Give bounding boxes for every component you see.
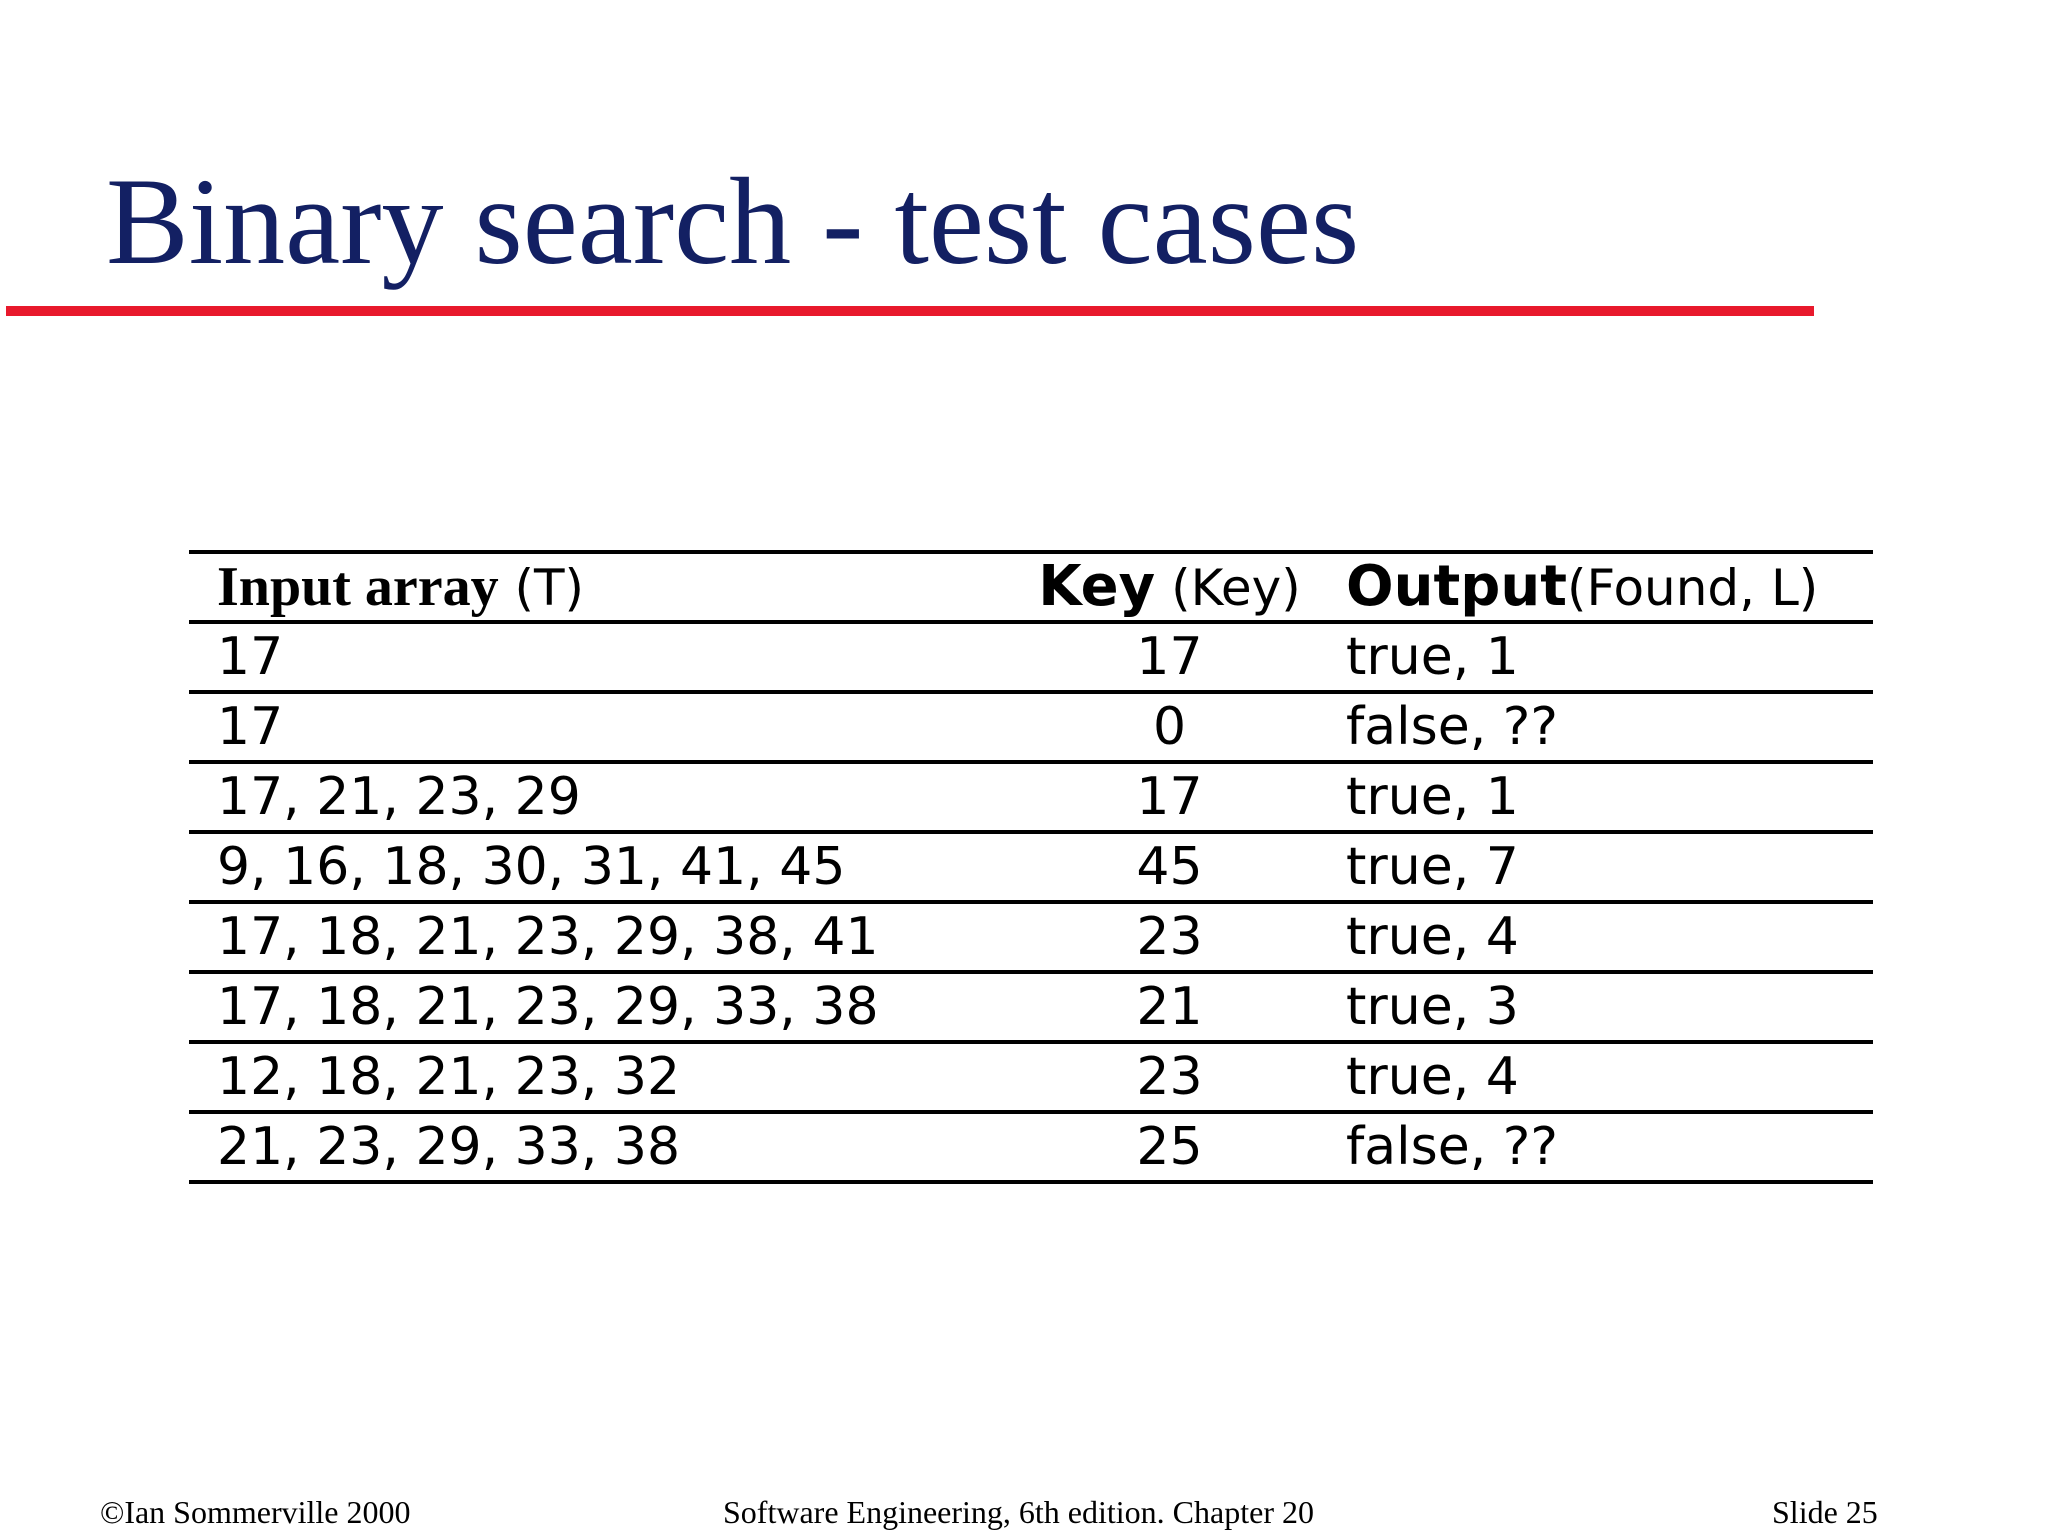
- test-cases-table: [189, 550, 1873, 1184]
- cell-key: 23: [1136, 907, 1203, 967]
- header-key-note: (Key): [1155, 559, 1301, 617]
- slide-title: Binary search - test cases: [106, 153, 1360, 290]
- table-row: [189, 622, 1873, 692]
- header-output: [1332, 552, 1873, 622]
- cell-input-array: 17, 18, 21, 23, 29, 38, 41: [217, 907, 879, 967]
- cell-key: 17: [1136, 767, 1203, 827]
- cell-input-array: 17, 18, 21, 23, 29, 33, 38: [217, 977, 879, 1037]
- table-row: [189, 762, 1873, 832]
- cell-output: true, 4: [1346, 907, 1519, 967]
- table-row: [189, 1042, 1873, 1112]
- cell-key: 0: [1152, 697, 1187, 757]
- cell-key: 17: [1136, 627, 1203, 687]
- cell-output: true, 7: [1346, 837, 1519, 897]
- cell-input-array: 12, 18, 21, 23, 32: [217, 1047, 681, 1107]
- table-row: [189, 1112, 1873, 1182]
- cell-key: 45: [1136, 837, 1203, 897]
- footer-book-title: Software Engineering, 6th edition. Chapter 20: [723, 1494, 1314, 1530]
- cell-output: false, ??: [1346, 697, 1558, 757]
- table-row: [189, 902, 1873, 972]
- header-input-label: Input array: [217, 556, 499, 618]
- cell-output: true, 1: [1346, 767, 1519, 827]
- header-input-array: [189, 552, 1007, 622]
- cell-output: true, 1: [1346, 627, 1519, 687]
- header-key-label: Key: [1038, 554, 1156, 619]
- cell-key: 21: [1136, 977, 1203, 1037]
- cell-input-array: 21, 23, 29, 33, 38: [217, 1117, 681, 1177]
- table-row: [189, 692, 1873, 762]
- footer-copyright: ©Ian Sommerville 2000: [100, 1494, 411, 1530]
- table-row: [189, 972, 1873, 1042]
- header-input-note: (T): [498, 559, 585, 617]
- cell-output: false, ??: [1346, 1117, 1558, 1177]
- table-header-row: [189, 552, 1873, 622]
- cell-input-array: 17: [217, 697, 284, 757]
- header-output-label: Output: [1346, 554, 1567, 619]
- cell-key: 25: [1136, 1117, 1203, 1177]
- cell-output: true, 4: [1346, 1047, 1519, 1107]
- cell-input-array: 9, 16, 18, 30, 31, 41, 45: [217, 837, 846, 897]
- table-row: [189, 832, 1873, 902]
- title-underline: [6, 306, 1814, 316]
- footer-slide-number: Slide 25: [1772, 1494, 1878, 1530]
- cell-key: 23: [1136, 1047, 1203, 1107]
- cell-input-array: 17, 21, 23, 29: [217, 767, 581, 827]
- header-output-note: (Found, L): [1566, 559, 1819, 617]
- header-key: [1007, 552, 1332, 622]
- cell-output: true, 3: [1346, 977, 1519, 1037]
- cell-input-array: 17: [217, 627, 284, 687]
